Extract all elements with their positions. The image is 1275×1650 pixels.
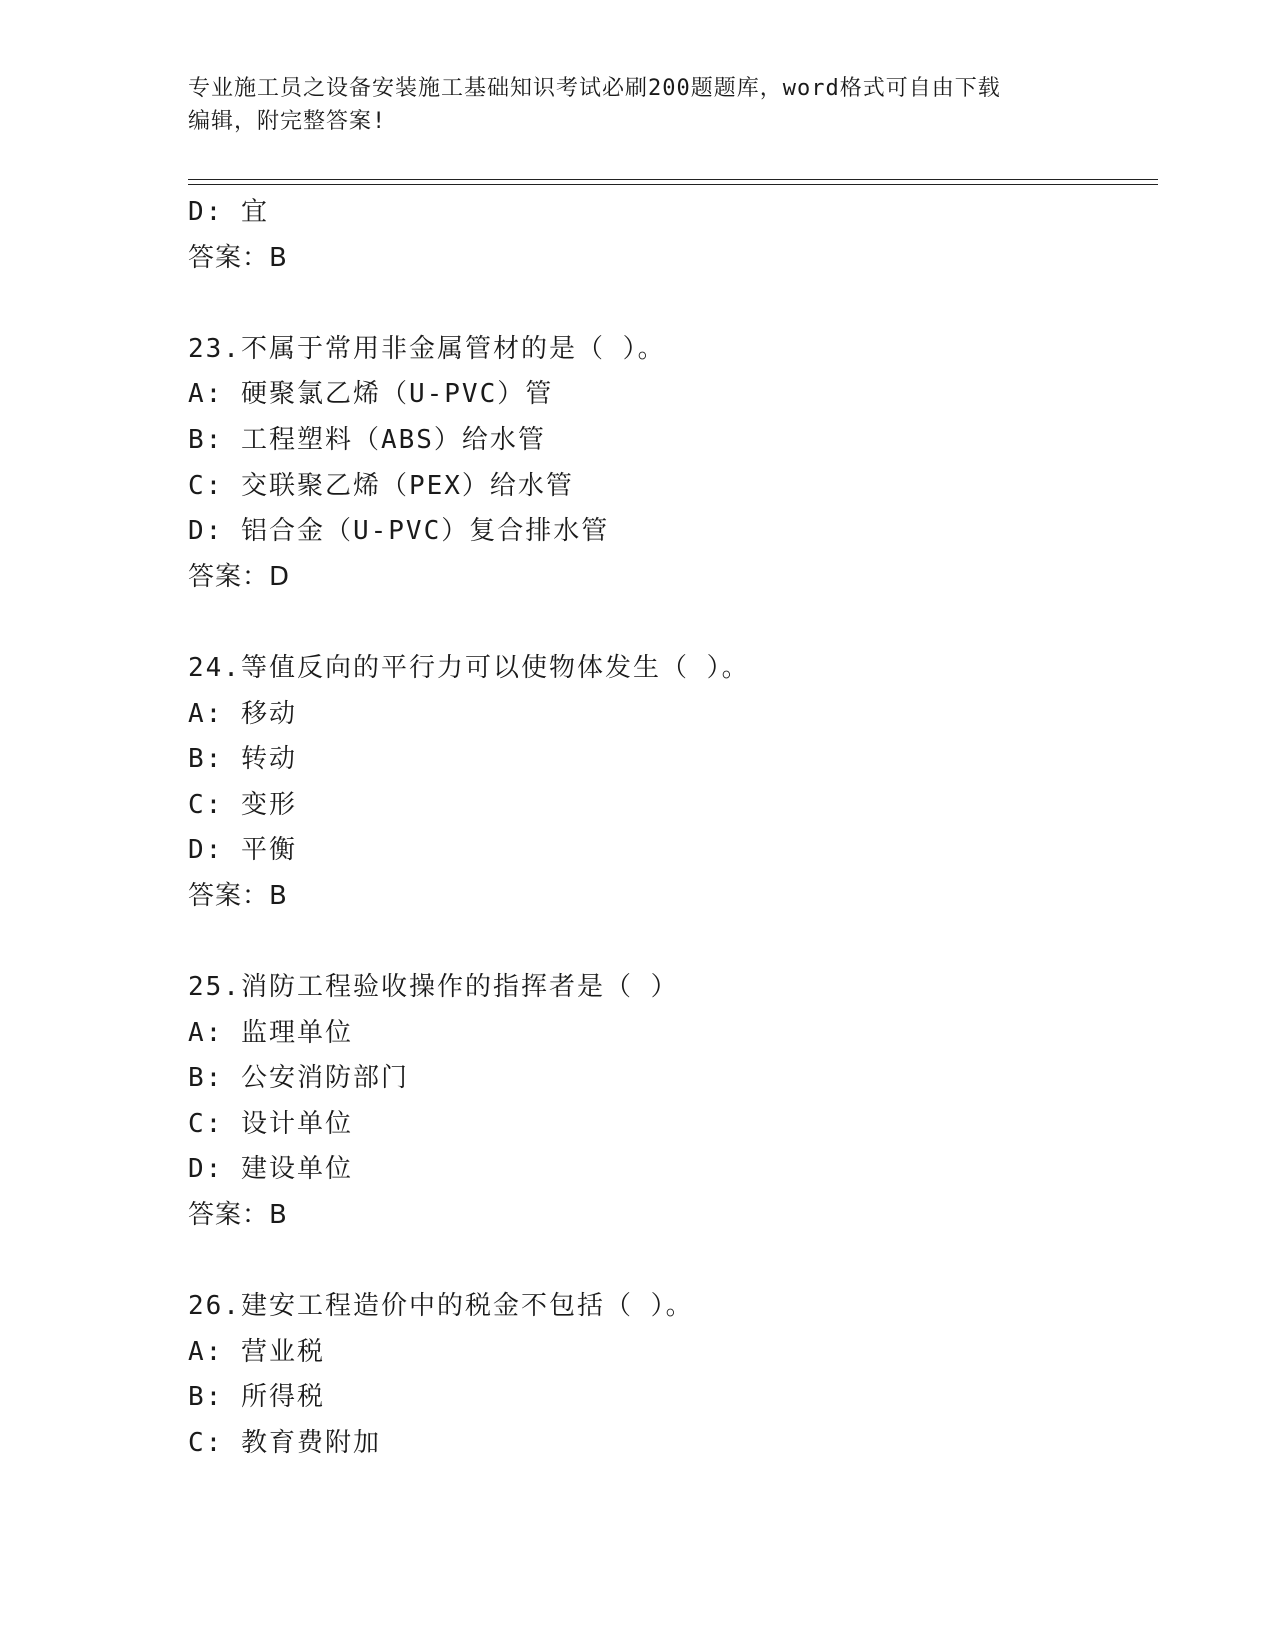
spacer [188, 600, 1158, 646]
header-divider-bottom [188, 184, 1158, 185]
question-stem-25: 25.消防工程验收操作的指挥者是（ ） [188, 972, 679, 1003]
option-c-q25: C: 设计单位 [188, 1108, 353, 1139]
header-title-line-1: 专业施工员之设备安装施工基础知识考试必刷200题题库，word格式可自由下载 [188, 76, 1001, 101]
document-header [188, 72, 1068, 138]
spacer [188, 281, 1158, 327]
option-d-q24: D: 平衡 [188, 835, 297, 866]
header-divider-top [188, 179, 1158, 180]
option-a-q24: A: 移动 [188, 698, 297, 729]
option-b-q23: B: 工程塑料（ABS）给水管 [188, 424, 546, 455]
option-b-q26: B: 所得税 [188, 1382, 325, 1413]
option-d-q22: D: 宜 [188, 197, 269, 227]
header-title-line-2: 编辑，附完整答案! [188, 109, 387, 134]
question-stem-26: 26.建安工程造价中的税金不包括（ ）。 [188, 1291, 694, 1322]
option-c-q24: C: 变形 [188, 789, 297, 820]
option-a-q25: A: 监理单位 [188, 1017, 353, 1048]
question-stem-24: 24.等值反向的平行力可以使物体发生（ ）。 [188, 652, 750, 683]
answer-q23: 答案：D [188, 561, 291, 592]
option-b-q24: B: 转动 [188, 744, 297, 775]
spacer [188, 1239, 1158, 1285]
answer-q25: 答案：B [188, 1200, 288, 1231]
option-d-q23: D: 铝合金（U-PVC）复合排水管 [188, 516, 610, 547]
option-a-q23: A: 硬聚氯乙烯（U-PVC）管 [188, 379, 554, 410]
option-c-q23: C: 交联聚乙烯（PEX）给水管 [188, 470, 574, 501]
option-a-q26: A: 营业税 [188, 1336, 325, 1367]
answer-q22: 答案：B [188, 242, 288, 273]
option-c-q26: C: 教育费附加 [188, 1428, 381, 1459]
option-b-q25: B: 公安消防部门 [188, 1063, 409, 1094]
question-stem-23: 23.不属于常用非金属管材的是（ ）。 [188, 333, 666, 364]
option-d-q25: D: 建设单位 [188, 1154, 353, 1185]
answer-q24: 答案：B [188, 880, 288, 911]
spacer [188, 920, 1158, 966]
question-list [188, 190, 1158, 1467]
